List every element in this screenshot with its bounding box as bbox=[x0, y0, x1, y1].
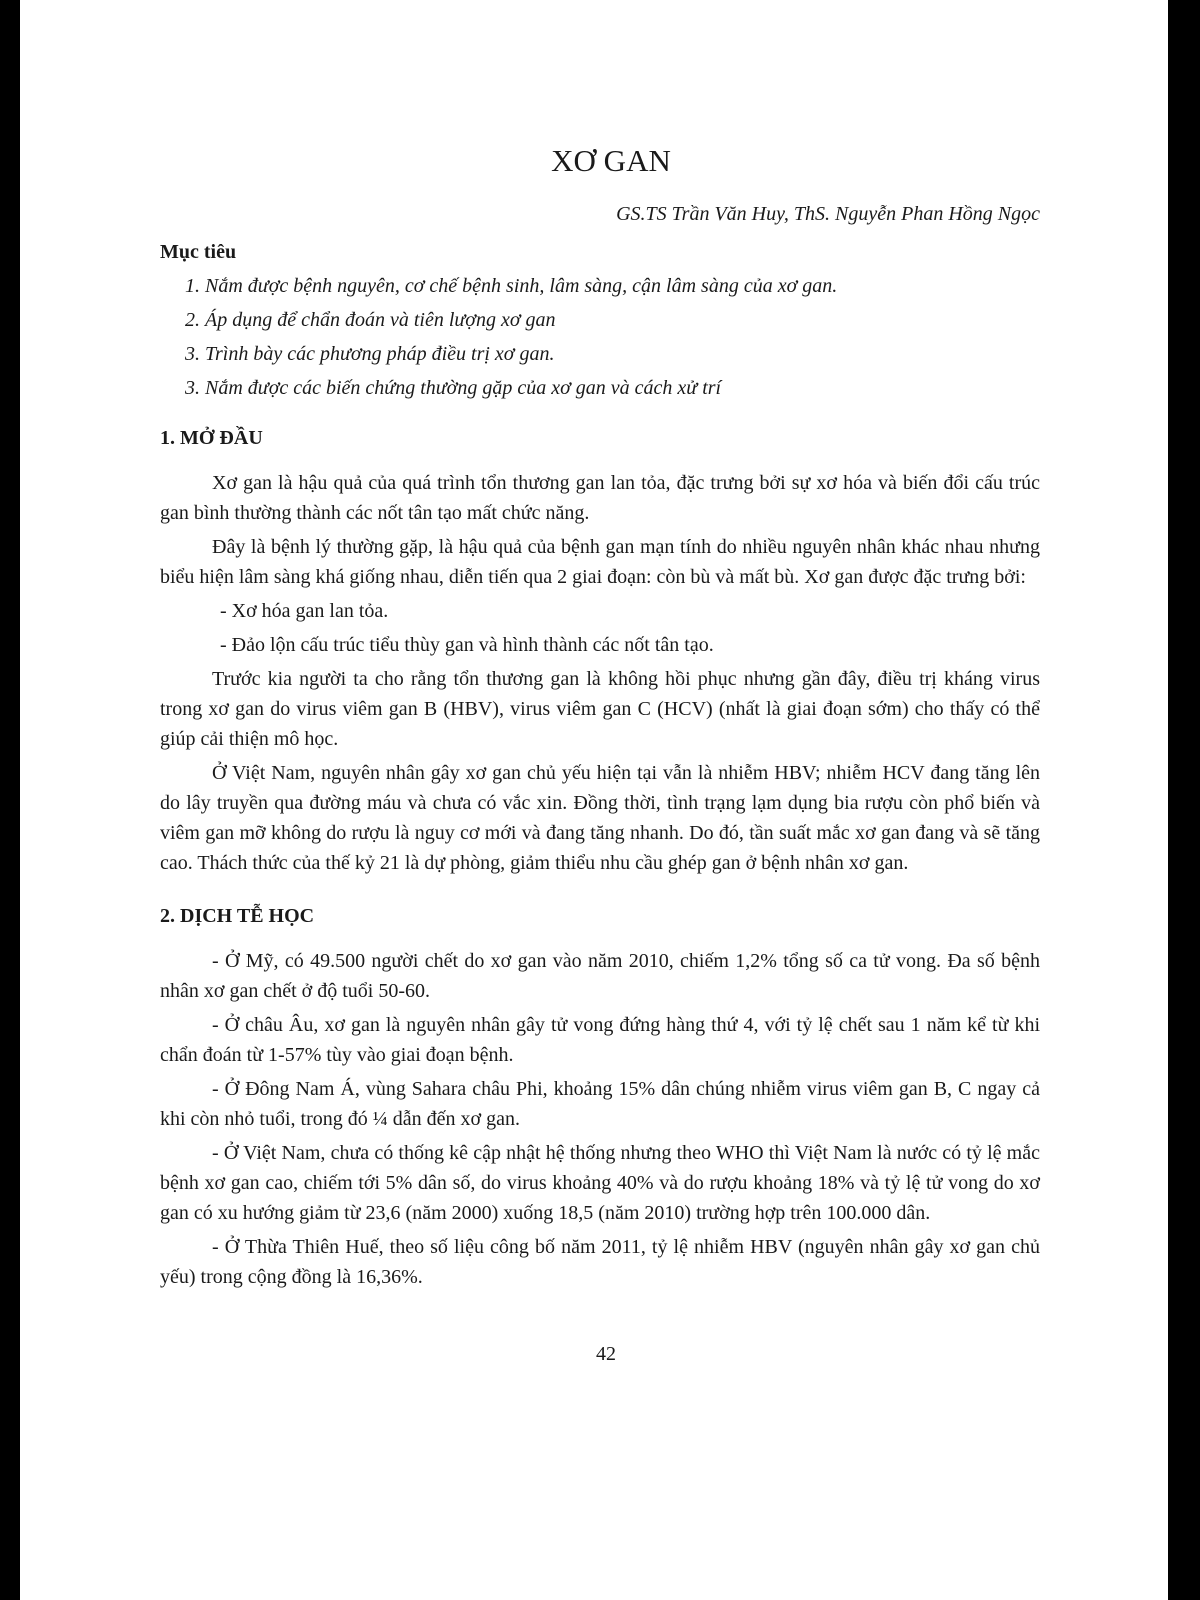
bullet-item: - Đảo lộn cấu trúc tiểu thùy gan và hình thành các nốt tân tạo. bbox=[220, 634, 714, 656]
objectives-list bbox=[160, 274, 1040, 400]
section-heading-epidemiology: 2. DỊCH TỄ HỌC bbox=[160, 905, 315, 927]
paragraph: - Ở Việt Nam, chưa có thống kê cập nhật hệ thống nhưng theo WHO thì Việt Nam là nước có tỷ lệ mắc bệnh xơ gan cao, chiếm tới 5% dân số, do virus khoảng 40% và do rượu khoảng 18% và tỷ lệ tử vong do xơ gan có xu hướng giảm từ 23,6 (năm 2000) xuống 18,5 (năm 2010) trường hợp trên 100.000 dân. bbox=[160, 1142, 1040, 1224]
objective-item: 1. Nắm được bệnh nguyên, cơ chế bệnh sinh, lâm sàng, cận lâm sàng của xơ gan. bbox=[185, 275, 838, 297]
paragraph: Xơ gan là hậu quả của quá trình tổn thương gan lan tỏa, đặc trưng bởi sự xơ hóa và biến đổi cấu trúc gan bình thường thành các nốt tân tạo mất chức năng. bbox=[160, 472, 1040, 524]
objective-item: 2. Áp dụng để chẩn đoán và tiên lượng xơ gan bbox=[185, 309, 556, 331]
document-page bbox=[20, 0, 1168, 1600]
paragraph: - Ở Mỹ, có 49.500 người chết do xơ gan vào năm 2010, chiếm 1,2% tổng số ca tử vong. Đa số bệnh nhân xơ gan chết ở độ tuổi 50-60. bbox=[160, 950, 1040, 1002]
paragraph: Đây là bệnh lý thường gặp, là hậu quả của bệnh gan mạn tính do nhiều nguyên nhân khác nhau nhưng biểu hiện lâm sàng khá giống nhau, diễn tiến qua 2 giai đoạn: còn bù và mất bù. Xơ gan được đặc trưng bởi: bbox=[160, 536, 1040, 588]
document-title: XƠ GAN bbox=[551, 143, 671, 178]
paragraph: - Ở Thừa Thiên Huế, theo số liệu công bố năm 2011, tỷ lệ nhiễm HBV (nguyên nhân gây xơ gan chủ yếu) trong cộng đồng là 16,36%. bbox=[160, 1236, 1040, 1288]
page-content bbox=[160, 140, 1040, 1292]
paragraph: - Ở châu Âu, xơ gan là nguyên nhân gây tử vong đứng hàng thứ 4, với tỷ lệ chết sau 1 năm kể từ khi chẩn đoán từ 1-57% tùy vào giai đoạn bệnh. bbox=[160, 1014, 1040, 1066]
objective-item: 3. Nắm được các biến chứng thường gặp của xơ gan và cách xử trí bbox=[185, 377, 722, 399]
page-number: 42 bbox=[596, 1343, 616, 1365]
objectives-heading: Mục tiêu bbox=[160, 241, 237, 263]
authors: GS.TS Trần Văn Huy, ThS. Nguyễn Phan Hồng Ngọc bbox=[616, 203, 1040, 225]
paragraph: Ở Việt Nam, nguyên nhân gây xơ gan chủ yếu hiện tại vẫn là nhiễm HBV; nhiễm HCV đang tăng lên do lây truyền qua đường máu và chưa có vắc xin. Đồng thời, tình trạng lạm dụng bia rượu còn phổ biến và viêm gan mỡ không do rượu là nguy cơ mới và đang tăng nhanh. Do đó, tần suất mắc xơ gan đang và sẽ tăng cao. Thách thức của thế kỷ 21 là dự phòng, giảm thiểu nhu cầu ghép gan ở bệnh nhân xơ gan. bbox=[160, 762, 1040, 874]
section-heading-introduction: 1. MỞ ĐẦU bbox=[160, 427, 263, 449]
objective-item: 3. Trình bày các phương pháp điều trị xơ gan. bbox=[185, 343, 555, 365]
paragraph: Trước kia người ta cho rằng tổn thương gan là không hồi phục nhưng gần đây, điều trị kháng virus trong xơ gan do virus viêm gan B (HBV), virus viêm gan C (HCV) (nhất là giai đoạn sớm) cho thấy có thể giúp cải thiện mô học. bbox=[160, 668, 1040, 750]
paragraph: - Ở Đông Nam Á, vùng Sahara châu Phi, khoảng 15% dân chúng nhiễm virus viêm gan B, C ngay cả khi còn nhỏ tuổi, trong đó ¼ dẫn đến xơ gan. bbox=[160, 1078, 1040, 1130]
bullet-item: - Xơ hóa gan lan tỏa. bbox=[220, 600, 389, 622]
